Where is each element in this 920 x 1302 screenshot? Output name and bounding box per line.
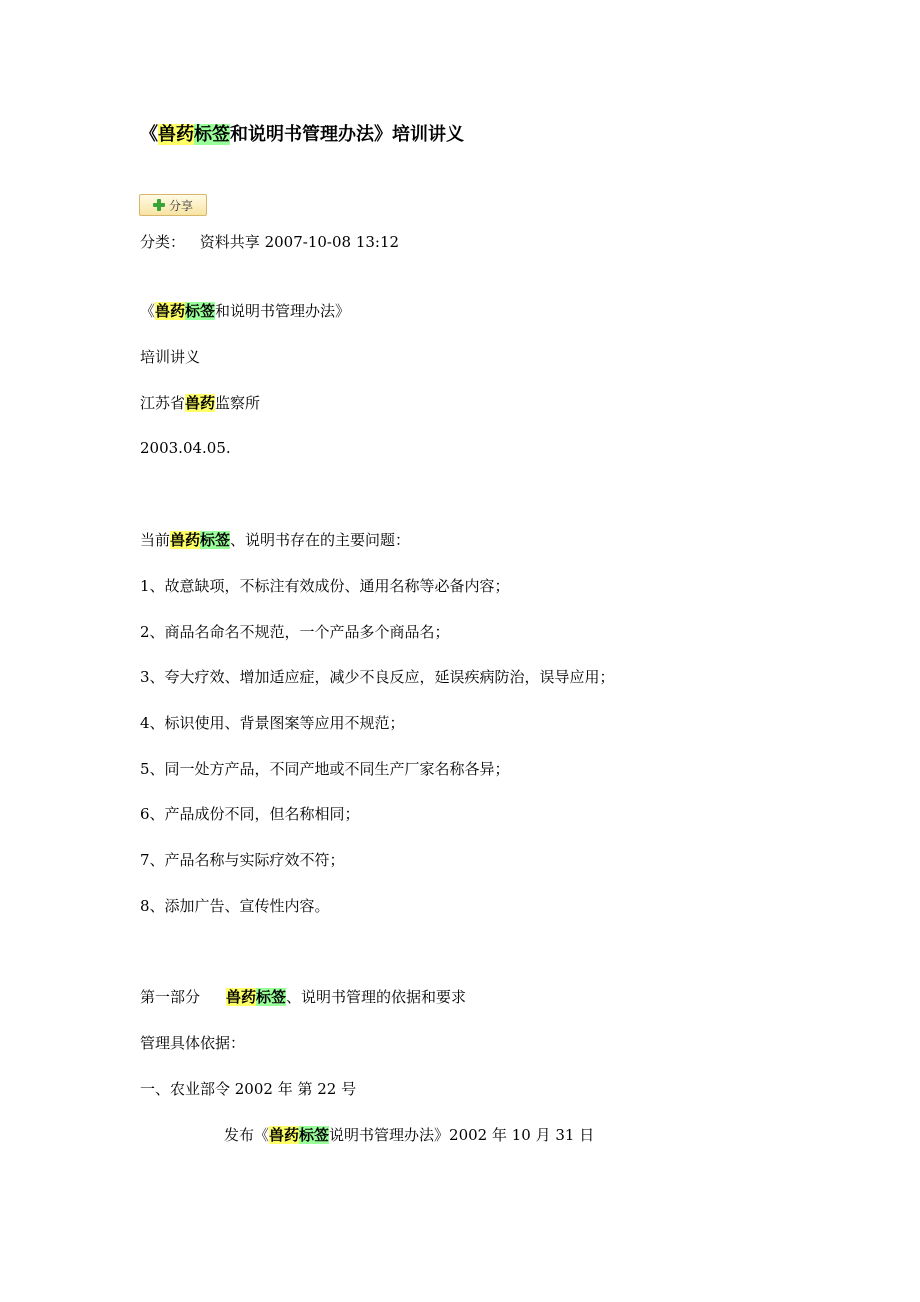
text: 江苏省 [140, 394, 186, 412]
text: 监察所 [215, 394, 261, 412]
text: 说明书管理办法》2002 年 10 月 31 日 [329, 1126, 595, 1144]
highlight-keyword: 兽药 [170, 531, 201, 549]
doc-date: 2003.04.05. [140, 439, 231, 457]
share-button[interactable] [139, 194, 207, 216]
highlight-keyword: 标签 [256, 988, 287, 1006]
share-label: 分享 [168, 198, 193, 213]
list-item: 6、产品成份不同，但名称相同； [140, 805, 360, 823]
publish-line [224, 1124, 594, 1146]
list-item: 1、故意缺项，不标注有效成份、通用名称等必备内容； [140, 577, 510, 595]
category-label: 分类： [140, 233, 186, 251]
highlight-keyword: 兽药 [158, 124, 194, 145]
doc-title-line [140, 300, 350, 322]
section-label: 第一部分 [140, 988, 201, 1006]
list-item: 4、标识使用、背景图案等应用不规范； [140, 714, 405, 732]
highlight-keyword: 标签 [200, 531, 231, 549]
problems-intro [140, 529, 410, 551]
doc-org [140, 392, 260, 414]
title-open: 《 [140, 124, 158, 145]
highlight-keyword: 兽药 [269, 1126, 300, 1144]
highlight-keyword: 兽药 [185, 394, 216, 412]
title-rest: 和说明书管理办法》培训讲义 [230, 124, 464, 145]
list-item: 8、添加广告、宣传性内容。 [140, 897, 330, 915]
highlight-keyword: 标签 [299, 1126, 330, 1144]
post-datetime: 2007-10-08 13:12 [264, 233, 400, 251]
text: 《 [140, 302, 156, 320]
list-item: 7、产品名称与实际疗效不符； [140, 851, 345, 869]
doc-subtitle: 培训讲义 [140, 348, 201, 366]
post-meta [140, 231, 399, 253]
highlight-keyword: 标签 [185, 302, 216, 320]
highlight-keyword: 兽药 [226, 988, 257, 1006]
category-link[interactable]: 资料共享 [199, 233, 260, 251]
text: 、说明书存在的主要问题： [230, 531, 411, 549]
plus-icon [153, 199, 165, 211]
text: 发布《 [224, 1126, 270, 1144]
list-item: 3、夸大疗效、增加适应症，减少不良反应，延误疾病防治，误导应用； [140, 668, 615, 686]
text: 当前 [140, 531, 171, 549]
list-item: 2、商品名命名不规范，一个产品多个商品名； [140, 623, 450, 641]
text: 、说明书管理的依据和要求 [286, 988, 467, 1006]
section-heading [140, 986, 466, 1008]
page-title [140, 124, 464, 146]
list-item: 5、同一处方产品，不同产地或不同生产厂家名称各异； [140, 760, 510, 778]
text: 和说明书管理办法》 [215, 302, 351, 320]
highlight-keyword: 兽药 [155, 302, 186, 320]
basis-text: 管理具体依据： [140, 1034, 246, 1052]
order-text: 一、农业部令 2002 年 第 22 号 [140, 1080, 357, 1098]
highlight-keyword: 标签 [194, 124, 230, 145]
